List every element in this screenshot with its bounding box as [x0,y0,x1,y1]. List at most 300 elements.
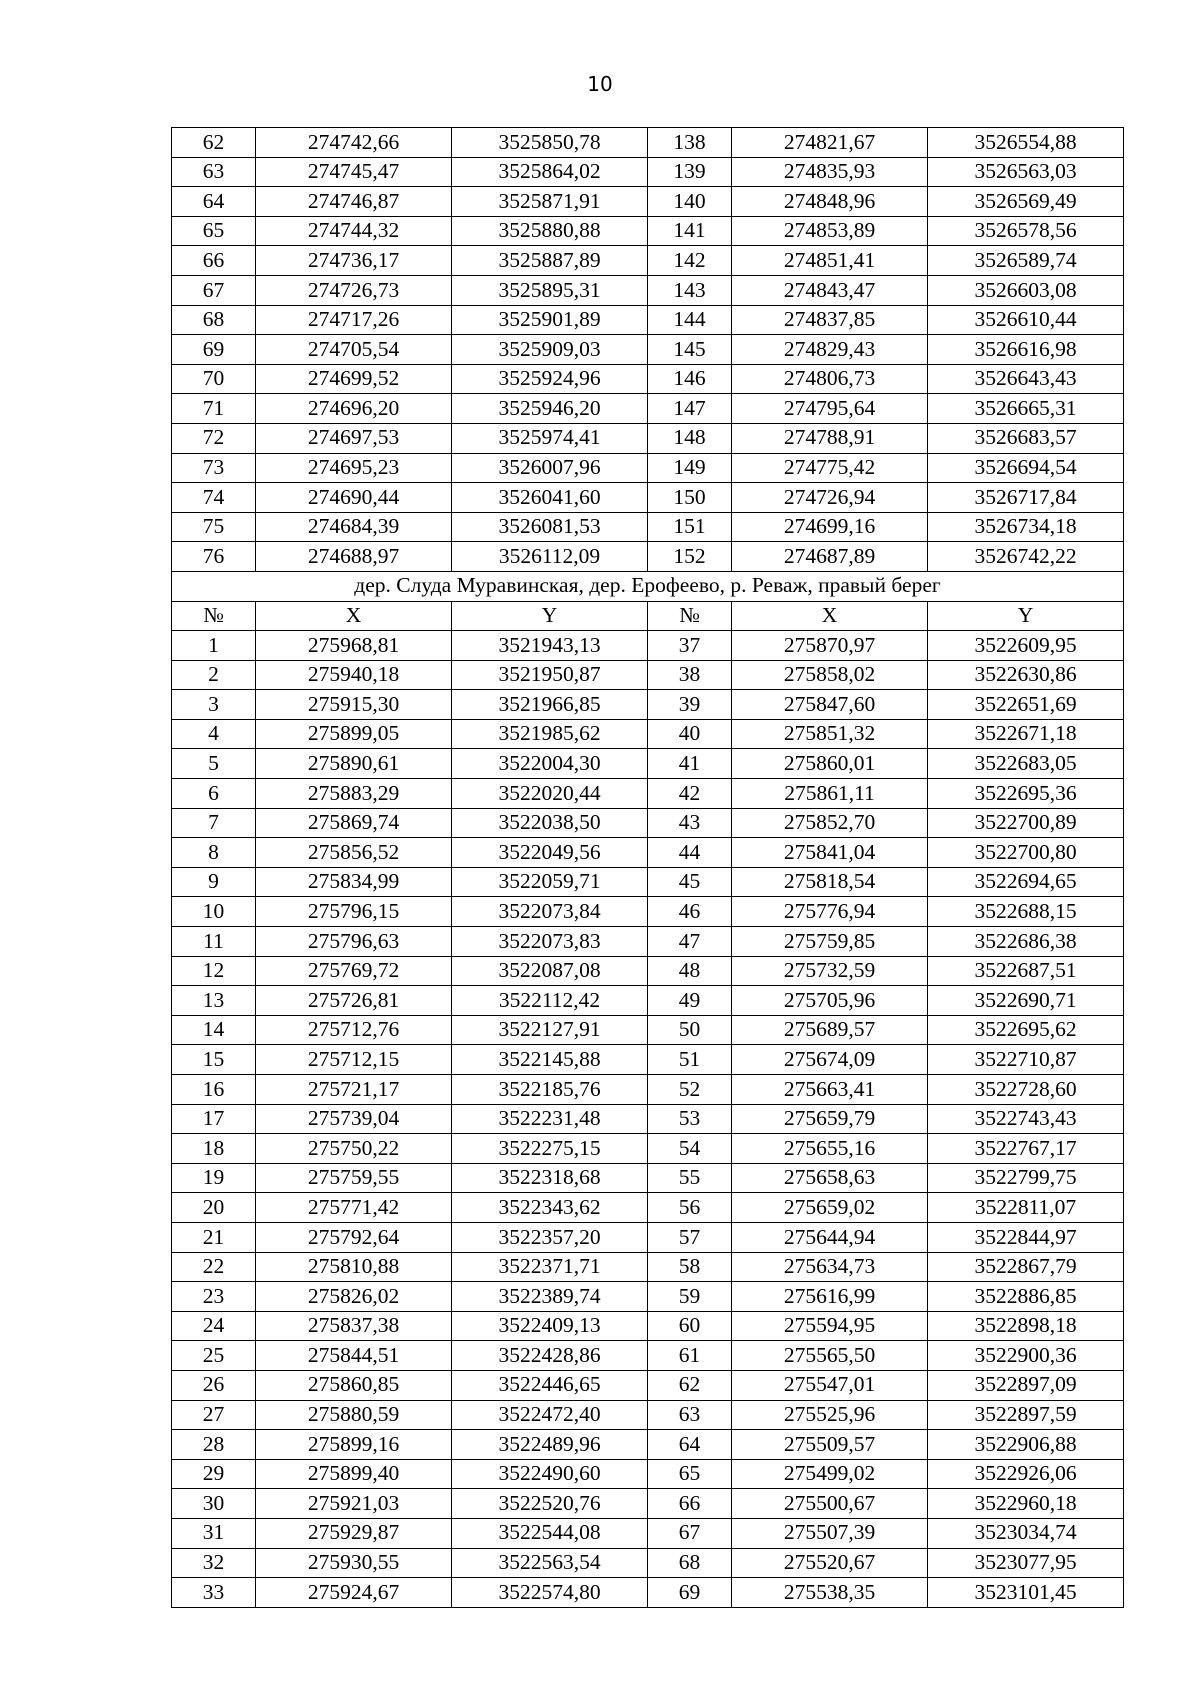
y-coordinate-cell: 3522728,60 [928,1075,1124,1105]
y-coordinate-cell: 3522690,71 [928,986,1124,1016]
x-coordinate-cell: 274806,73 [732,364,928,394]
x-coordinate-cell: 274684,39 [256,512,452,542]
y-coordinate-cell: 3522049,56 [452,838,648,868]
x-coordinate-cell: 275689,57 [732,1015,928,1045]
y-coordinate-cell: 3522683,05 [928,749,1124,779]
x-coordinate-cell: 274744,32 [256,216,452,246]
table-row [172,867,1124,897]
point-number-cell: 68 [648,1548,732,1578]
point-number-cell: 29 [172,1459,256,1489]
table-row [172,1400,1124,1430]
y-coordinate-cell: 3525871,91 [452,187,648,217]
point-number-cell: 64 [172,187,256,217]
table-row [172,423,1124,453]
x-coordinate-cell: 275732,59 [732,956,928,986]
x-coordinate-cell: 275792,64 [256,1222,452,1252]
y-coordinate-cell: 3526694,54 [928,453,1124,483]
x-coordinate-cell: 275852,70 [732,808,928,838]
point-number-cell: 75 [172,512,256,542]
y-coordinate-cell: 3526578,56 [928,216,1124,246]
table-row [172,838,1124,868]
y-coordinate-cell: 3525880,88 [452,216,648,246]
coordinates-block-1 [172,128,1124,572]
y-coordinate-cell: 3522489,96 [452,1430,648,1460]
point-number-cell: 18 [172,1134,256,1164]
x-coordinate-cell: 274697,53 [256,423,452,453]
header-num-right: № [648,601,732,631]
table-row [172,394,1124,424]
point-number-cell: 16 [172,1075,256,1105]
y-coordinate-cell: 3522867,79 [928,1252,1124,1282]
table-row [172,1075,1124,1105]
x-coordinate-cell: 275634,73 [732,1252,928,1282]
x-coordinate-cell: 275847,60 [732,690,928,720]
y-coordinate-cell: 3522897,59 [928,1400,1124,1430]
x-coordinate-cell: 275712,76 [256,1015,452,1045]
point-number-cell: 67 [648,1518,732,1548]
point-number-cell: 46 [648,897,732,927]
point-number-cell: 145 [648,335,732,365]
table-row [172,631,1124,661]
y-coordinate-cell: 3522688,15 [928,897,1124,927]
point-number-cell: 21 [172,1222,256,1252]
header-x-left: X [256,601,452,631]
point-number-cell: 43 [648,808,732,838]
point-number-cell: 68 [172,305,256,335]
table-row [172,1430,1124,1460]
y-coordinate-cell: 3521943,13 [452,631,648,661]
y-coordinate-cell: 3522127,91 [452,1015,648,1045]
y-coordinate-cell: 3526603,08 [928,275,1124,305]
point-number-cell: 66 [648,1489,732,1519]
x-coordinate-cell: 275890,61 [256,749,452,779]
point-number-cell: 15 [172,1045,256,1075]
y-coordinate-cell: 3522446,65 [452,1370,648,1400]
table-row [172,1370,1124,1400]
y-coordinate-cell: 3522038,50 [452,808,648,838]
y-coordinate-cell: 3522811,07 [928,1193,1124,1223]
x-coordinate-cell: 274687,89 [732,542,928,572]
point-number-cell: 142 [648,246,732,276]
y-coordinate-cell: 3526717,84 [928,483,1124,513]
point-number-cell: 31 [172,1518,256,1548]
point-number-cell: 63 [172,157,256,187]
point-number-cell: 72 [172,423,256,453]
x-coordinate-cell: 274717,26 [256,305,452,335]
x-coordinate-cell: 274705,54 [256,335,452,365]
point-number-cell: 26 [172,1370,256,1400]
y-coordinate-cell: 3522073,83 [452,927,648,957]
point-number-cell: 45 [648,867,732,897]
point-number-cell: 53 [648,1104,732,1134]
point-number-cell: 27 [172,1400,256,1430]
y-coordinate-cell: 3522087,08 [452,956,648,986]
table-row [172,275,1124,305]
point-number-cell: 59 [648,1282,732,1312]
table-row [172,956,1124,986]
point-number-cell: 73 [172,453,256,483]
x-coordinate-cell: 275810,88 [256,1252,452,1282]
y-coordinate-cell: 3522004,30 [452,749,648,779]
x-coordinate-cell: 274821,67 [732,128,928,158]
x-coordinate-cell: 275659,79 [732,1104,928,1134]
y-coordinate-cell: 3522472,40 [452,1400,648,1430]
x-coordinate-cell: 275899,40 [256,1459,452,1489]
point-number-cell: 40 [648,719,732,749]
y-coordinate-cell: 3521950,87 [452,660,648,690]
y-coordinate-cell: 3526007,96 [452,453,648,483]
point-number-cell: 41 [648,749,732,779]
y-coordinate-cell: 3522651,69 [928,690,1124,720]
x-coordinate-cell: 275616,99 [732,1282,928,1312]
y-coordinate-cell: 3521966,85 [452,690,648,720]
point-number-cell: 64 [648,1430,732,1460]
x-coordinate-cell: 274775,42 [732,453,928,483]
table-row [172,453,1124,483]
x-coordinate-cell: 275930,55 [256,1548,452,1578]
point-number-cell: 19 [172,1163,256,1193]
y-coordinate-cell: 3526683,57 [928,423,1124,453]
header-x-right: X [732,601,928,631]
table-row [172,1252,1124,1282]
point-number-cell: 143 [648,275,732,305]
point-number-cell: 8 [172,838,256,868]
x-coordinate-cell: 274788,91 [732,423,928,453]
point-number-cell: 10 [172,897,256,927]
y-coordinate-cell: 3522112,42 [452,986,648,1016]
table-row [172,1222,1124,1252]
point-number-cell: 146 [648,364,732,394]
y-coordinate-cell: 3526616,98 [928,335,1124,365]
x-coordinate-cell: 274695,23 [256,453,452,483]
point-number-cell: 39 [648,690,732,720]
table-row [172,512,1124,542]
y-coordinate-cell: 3522490,60 [452,1459,648,1489]
x-coordinate-cell: 274746,87 [256,187,452,217]
x-coordinate-cell: 275796,63 [256,927,452,957]
x-coordinate-cell: 275968,81 [256,631,452,661]
table-row [172,660,1124,690]
y-coordinate-cell: 3525901,89 [452,305,648,335]
point-number-cell: 7 [172,808,256,838]
table-row [172,808,1124,838]
x-coordinate-cell: 275921,03 [256,1489,452,1519]
y-coordinate-cell: 3526742,22 [928,542,1124,572]
y-coordinate-cell: 3522898,18 [928,1311,1124,1341]
y-coordinate-cell: 3522020,44 [452,779,648,809]
x-coordinate-cell: 275915,30 [256,690,452,720]
y-coordinate-cell: 3523034,74 [928,1518,1124,1548]
y-coordinate-cell: 3526041,60 [452,483,648,513]
point-number-cell: 54 [648,1134,732,1164]
x-coordinate-cell: 275500,67 [732,1489,928,1519]
point-number-cell: 17 [172,1104,256,1134]
table-row [172,1489,1124,1519]
point-number-cell: 33 [172,1578,256,1608]
x-coordinate-cell: 275525,96 [732,1400,928,1430]
table-row [172,1193,1124,1223]
section-title: дер. Слуда Муравинская, дер. Ерофеево, р. Реваж, правый берег [172,571,1124,601]
point-number-cell: 52 [648,1075,732,1105]
table-row [172,719,1124,749]
table-row [172,1518,1124,1548]
table-row [172,216,1124,246]
x-coordinate-cell: 275924,67 [256,1578,452,1608]
x-coordinate-cell: 275565,50 [732,1341,928,1371]
y-coordinate-cell: 3522318,68 [452,1163,648,1193]
x-coordinate-cell: 275856,52 [256,838,452,868]
x-coordinate-cell: 275499,02 [732,1459,928,1489]
y-coordinate-cell: 3522059,71 [452,867,648,897]
table-row [172,542,1124,572]
y-coordinate-cell: 3522671,18 [928,719,1124,749]
point-number-cell: 50 [648,1015,732,1045]
y-coordinate-cell: 3522389,74 [452,1282,648,1312]
table-row [172,1341,1124,1371]
point-number-cell: 48 [648,956,732,986]
x-coordinate-cell: 275826,02 [256,1282,452,1312]
point-number-cell: 70 [172,364,256,394]
point-number-cell: 44 [648,838,732,868]
point-number-cell: 62 [648,1370,732,1400]
x-coordinate-cell: 275860,01 [732,749,928,779]
x-coordinate-cell: 274688,97 [256,542,452,572]
x-coordinate-cell: 275899,16 [256,1430,452,1460]
y-coordinate-cell: 3525946,20 [452,394,648,424]
table-row [172,986,1124,1016]
x-coordinate-cell: 275739,04 [256,1104,452,1134]
point-number-cell: 51 [648,1045,732,1075]
table-row [172,1548,1124,1578]
y-coordinate-cell: 3526665,31 [928,394,1124,424]
point-number-cell: 144 [648,305,732,335]
y-coordinate-cell: 3522371,71 [452,1252,648,1282]
y-coordinate-cell: 3522630,86 [928,660,1124,690]
x-coordinate-cell: 275796,15 [256,897,452,927]
y-coordinate-cell: 3526112,09 [452,542,648,572]
y-coordinate-cell: 3522710,87 [928,1045,1124,1075]
table-row [172,246,1124,276]
table-row [172,1015,1124,1045]
table-row [172,364,1124,394]
point-number-cell: 76 [172,542,256,572]
page-number: 10 [587,72,613,96]
y-coordinate-cell: 3522563,54 [452,1548,648,1578]
table-row [172,1104,1124,1134]
x-coordinate-cell: 274795,64 [732,394,928,424]
point-number-cell: 138 [648,128,732,158]
table-row [172,1459,1124,1489]
x-coordinate-cell: 275861,11 [732,779,928,809]
point-number-cell: 57 [648,1222,732,1252]
point-number-cell: 37 [648,631,732,661]
y-coordinate-cell: 3522906,88 [928,1430,1124,1460]
point-number-cell: 49 [648,986,732,1016]
x-coordinate-cell: 275851,32 [732,719,928,749]
y-coordinate-cell: 3522926,06 [928,1459,1124,1489]
x-coordinate-cell: 274829,43 [732,335,928,365]
table-row [172,749,1124,779]
table-row [172,1163,1124,1193]
y-coordinate-cell: 3526563,03 [928,157,1124,187]
coordinates-block-2 [172,631,1124,1608]
y-coordinate-cell: 3522574,80 [452,1578,648,1608]
x-coordinate-cell: 275858,02 [732,660,928,690]
point-number-cell: 2 [172,660,256,690]
point-number-cell: 3 [172,690,256,720]
x-coordinate-cell: 275899,05 [256,719,452,749]
y-coordinate-cell: 3522897,09 [928,1370,1124,1400]
coordinates-table [171,127,1124,1608]
point-number-cell: 69 [648,1578,732,1608]
x-coordinate-cell: 275726,81 [256,986,452,1016]
header-num-left: № [172,601,256,631]
x-coordinate-cell: 274726,94 [732,483,928,513]
y-coordinate-cell: 3522185,76 [452,1075,648,1105]
y-coordinate-cell: 3526643,43 [928,364,1124,394]
point-number-cell: 65 [172,216,256,246]
y-coordinate-cell: 3525895,31 [452,275,648,305]
y-coordinate-cell: 3526569,49 [928,187,1124,217]
y-coordinate-cell: 3526589,74 [928,246,1124,276]
x-coordinate-cell: 275759,85 [732,927,928,957]
point-number-cell: 58 [648,1252,732,1282]
table-row [172,128,1124,158]
x-coordinate-cell: 274851,41 [732,246,928,276]
y-coordinate-cell: 3523077,95 [928,1548,1124,1578]
y-coordinate-cell: 3522844,97 [928,1222,1124,1252]
y-coordinate-cell: 3522767,17 [928,1134,1124,1164]
table-row [172,897,1124,927]
table-row [172,1311,1124,1341]
point-number-cell: 139 [648,157,732,187]
y-coordinate-cell: 3526610,44 [928,305,1124,335]
y-coordinate-cell: 3522275,15 [452,1134,648,1164]
x-coordinate-cell: 275594,95 [732,1311,928,1341]
point-number-cell: 63 [648,1400,732,1430]
point-number-cell: 14 [172,1015,256,1045]
x-coordinate-cell: 275771,42 [256,1193,452,1223]
y-coordinate-cell: 3522799,75 [928,1163,1124,1193]
point-number-cell: 47 [648,927,732,957]
point-number-cell: 13 [172,986,256,1016]
y-coordinate-cell: 3522687,51 [928,956,1124,986]
x-coordinate-cell: 275520,67 [732,1548,928,1578]
point-number-cell: 22 [172,1252,256,1282]
x-coordinate-cell: 275834,99 [256,867,452,897]
x-coordinate-cell: 275659,02 [732,1193,928,1223]
header-y-left: Y [452,601,648,631]
table-row [172,335,1124,365]
point-number-cell: 67 [172,275,256,305]
x-coordinate-cell: 275712,15 [256,1045,452,1075]
table-row [172,779,1124,809]
y-coordinate-cell: 3522073,84 [452,897,648,927]
x-coordinate-cell: 275655,16 [732,1134,928,1164]
y-coordinate-cell: 3522343,62 [452,1193,648,1223]
point-number-cell: 4 [172,719,256,749]
x-coordinate-cell: 275674,09 [732,1045,928,1075]
x-coordinate-cell: 275776,94 [732,897,928,927]
x-coordinate-cell: 274699,52 [256,364,452,394]
y-coordinate-cell: 3526081,53 [452,512,648,542]
y-coordinate-cell: 3525974,41 [452,423,648,453]
x-coordinate-cell: 275705,96 [732,986,928,1016]
y-coordinate-cell: 3525909,03 [452,335,648,365]
x-coordinate-cell: 275759,55 [256,1163,452,1193]
x-coordinate-cell: 275841,04 [732,838,928,868]
point-number-cell: 56 [648,1193,732,1223]
x-coordinate-cell: 274843,47 [732,275,928,305]
y-coordinate-cell: 3525924,96 [452,364,648,394]
x-coordinate-cell: 275547,01 [732,1370,928,1400]
point-number-cell: 5 [172,749,256,779]
y-coordinate-cell: 3522357,20 [452,1222,648,1252]
point-number-cell: 141 [648,216,732,246]
point-number-cell: 61 [648,1341,732,1371]
x-coordinate-cell: 275818,54 [732,867,928,897]
y-coordinate-cell: 3522695,36 [928,779,1124,809]
x-coordinate-cell: 275769,72 [256,956,452,986]
section-block [172,571,1124,630]
point-number-cell: 25 [172,1341,256,1371]
x-coordinate-cell: 275870,97 [732,631,928,661]
point-number-cell: 24 [172,1311,256,1341]
y-coordinate-cell: 3522409,13 [452,1311,648,1341]
point-number-cell: 71 [172,394,256,424]
point-number-cell: 6 [172,779,256,809]
x-coordinate-cell: 275860,85 [256,1370,452,1400]
point-number-cell: 28 [172,1430,256,1460]
y-coordinate-cell: 3522700,80 [928,838,1124,868]
column-header-row [172,601,1124,631]
point-number-cell: 150 [648,483,732,513]
point-number-cell: 69 [172,335,256,365]
x-coordinate-cell: 274742,66 [256,128,452,158]
y-coordinate-cell: 3525864,02 [452,157,648,187]
point-number-cell: 23 [172,1282,256,1312]
point-number-cell: 147 [648,394,732,424]
point-number-cell: 74 [172,483,256,513]
table-row [172,187,1124,217]
y-coordinate-cell: 3523101,45 [928,1578,1124,1608]
point-number-cell: 30 [172,1489,256,1519]
point-number-cell: 151 [648,512,732,542]
point-number-cell: 140 [648,187,732,217]
y-coordinate-cell: 3525887,89 [452,246,648,276]
point-number-cell: 11 [172,927,256,957]
y-coordinate-cell: 3522694,65 [928,867,1124,897]
x-coordinate-cell: 275940,18 [256,660,452,690]
table-row [172,305,1124,335]
y-coordinate-cell: 3522686,38 [928,927,1124,957]
y-coordinate-cell: 3522428,86 [452,1341,648,1371]
x-coordinate-cell: 274848,96 [732,187,928,217]
table-row [172,690,1124,720]
point-number-cell: 1 [172,631,256,661]
point-number-cell: 38 [648,660,732,690]
table-row [172,1045,1124,1075]
x-coordinate-cell: 275844,51 [256,1341,452,1371]
point-number-cell: 55 [648,1163,732,1193]
y-coordinate-cell: 3522231,48 [452,1104,648,1134]
table-row [172,157,1124,187]
x-coordinate-cell: 275658,63 [732,1163,928,1193]
y-coordinate-cell: 3522695,62 [928,1015,1124,1045]
point-number-cell: 65 [648,1459,732,1489]
y-coordinate-cell: 3522145,88 [452,1045,648,1075]
x-coordinate-cell: 274699,16 [732,512,928,542]
